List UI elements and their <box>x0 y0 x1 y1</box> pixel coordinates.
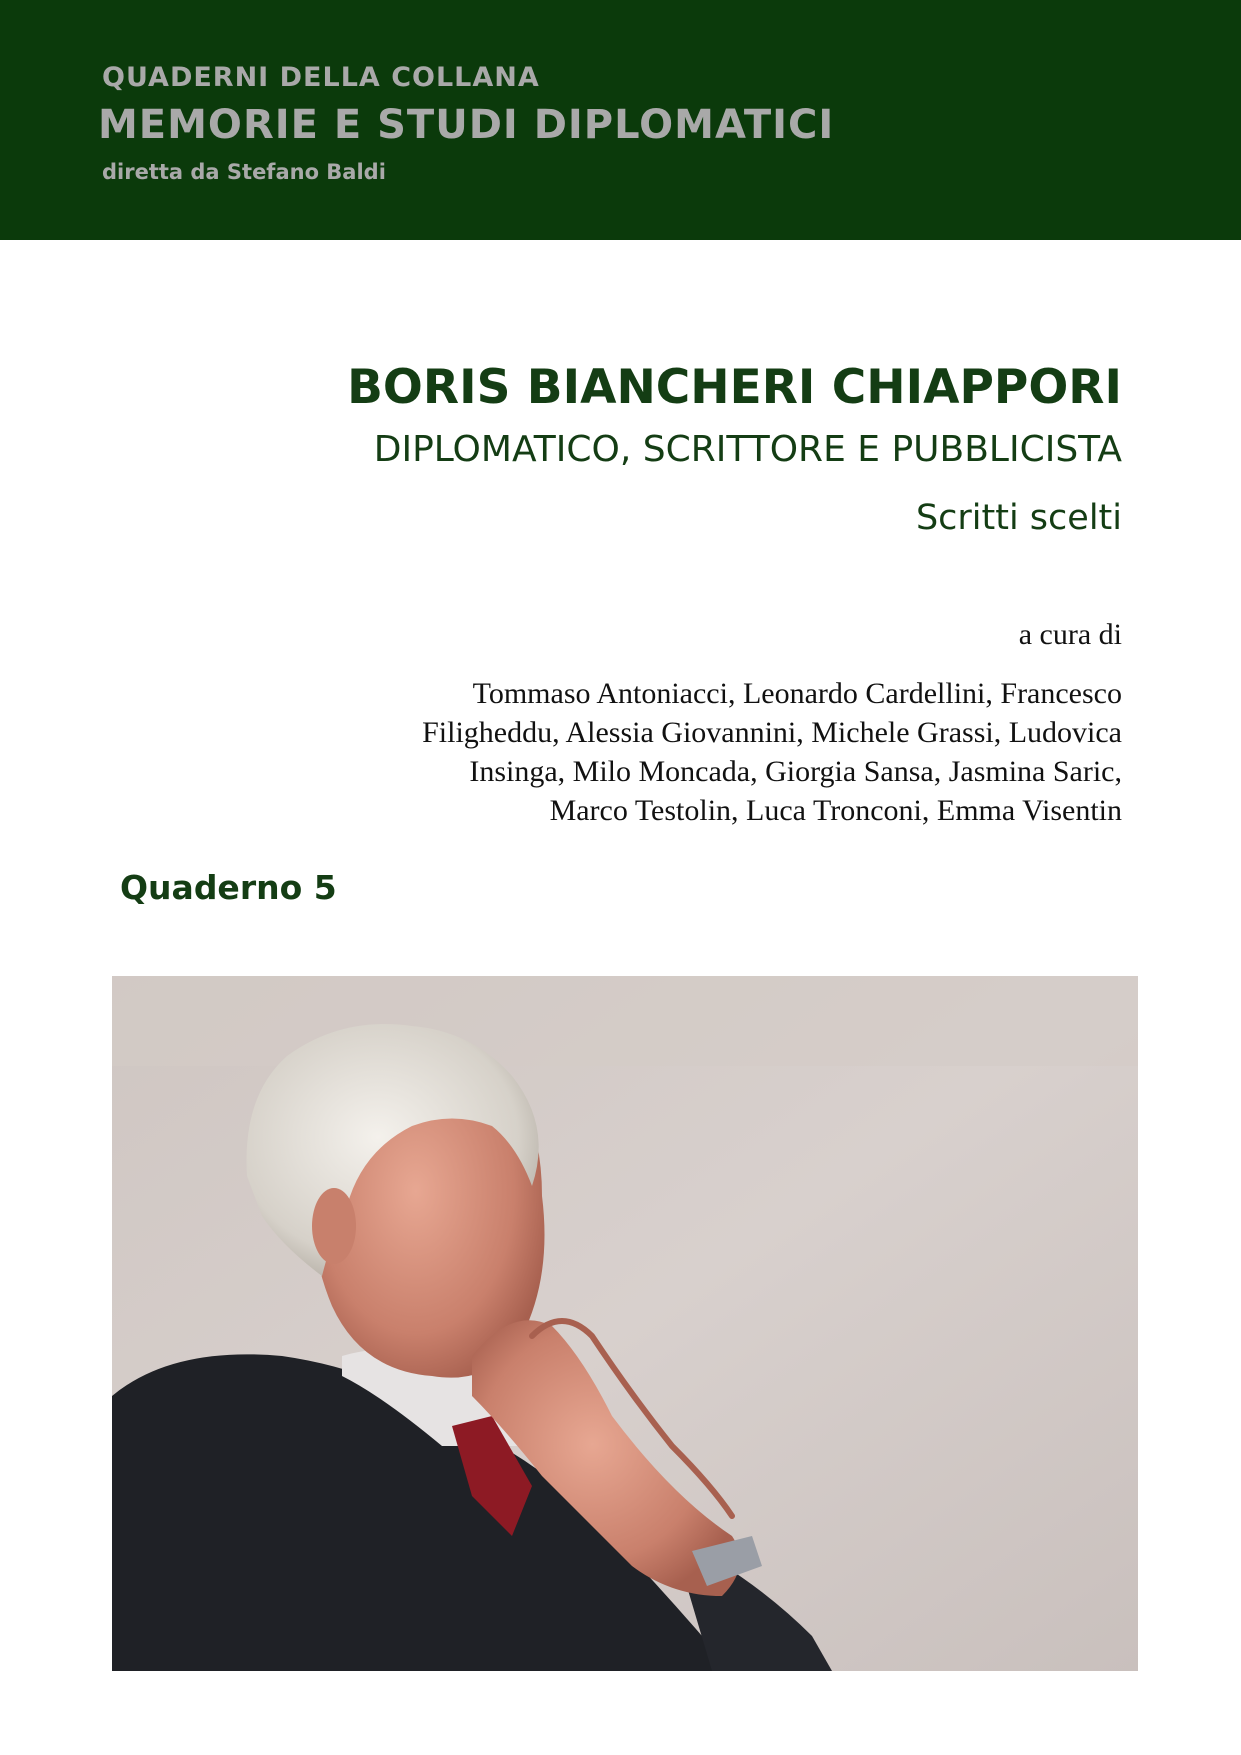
portrait-illustration <box>112 976 1138 1671</box>
curators-line: Insinga, Milo Moncada, Giorgia Sansa, Jasmina Saric, <box>469 755 1122 788</box>
series-label: QUADERNI DELLA COLLANA <box>102 62 540 93</box>
curators-label: a cura di <box>1018 618 1122 651</box>
series-editor: diretta da Stefano Baldi <box>102 160 386 184</box>
series-title: MEMORIE E STUDI DIPLOMATICI <box>98 102 835 148</box>
book-title: BORIS BIANCHERI CHIAPPORI <box>347 360 1122 415</box>
cover-photo <box>112 976 1138 1671</box>
book-subtitle: DIPLOMATICO, SCRITTORE E PUBBLICISTA <box>373 429 1122 470</box>
title-block <box>347 360 1122 540</box>
curators-line: Tommaso Antoniacci, Leonardo Cardellini, Francesco <box>472 677 1122 710</box>
issue-number: Quaderno 5 <box>120 868 337 907</box>
curators-line: Filigheddu, Alessia Giovannini, Michele Grassi, Ludovica <box>422 716 1122 749</box>
curators-line: Marco Testolin, Luca Tronconi, Emma Visentin <box>549 794 1122 827</box>
book-tertiary-title: Scritti scelti <box>915 498 1122 538</box>
curators-block <box>322 615 1122 830</box>
ear <box>312 1188 356 1264</box>
series-banner <box>0 0 1241 240</box>
